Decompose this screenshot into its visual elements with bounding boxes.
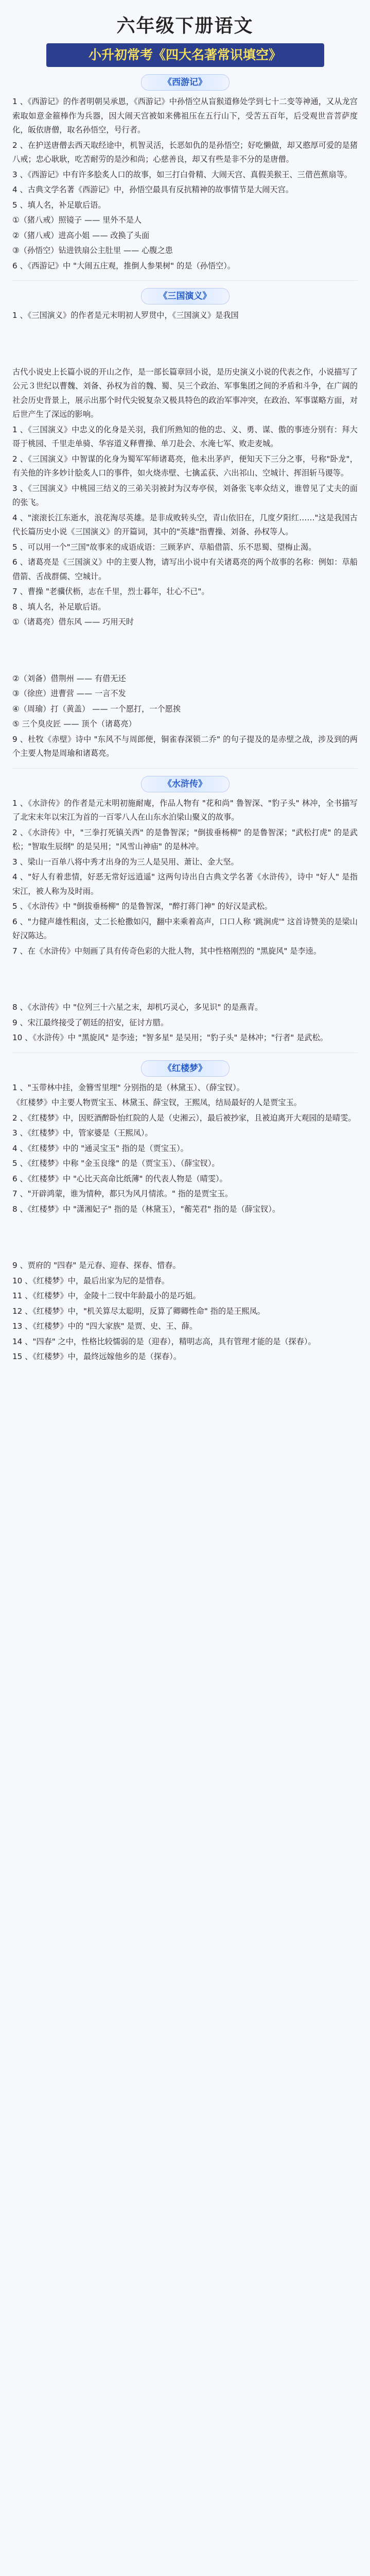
paragraph: 9 、杜牧《赤壁》诗中 "东风不与周郎便，铜雀春深锁二乔" 的句子提及的是赤壁之战，涉及到的两个主要人物是周瑜和诸葛亮。 — [12, 734, 358, 758]
paragraph: ①（猪八戒）照镜子 —— 里外不是人 — [12, 215, 142, 225]
paragraph: 6 、"力健声雄性粗卤，丈二长枪撒如闪，翻中来乘着高声，口口人称 '跳涧虎'" 这首诗赞美的是梁山好汉陈达。 — [12, 917, 358, 940]
paragraph: 12 、《红楼梦》中，"机关算尽太聪明，反算了卿卿性命" 指的是王熙凤。 — [12, 1306, 265, 1316]
paragraph: ⑤ 三个臭皮匠 —— 顶个（诸葛亮） — [12, 719, 136, 728]
paragraph: 10 、《红楼梦》中，最后出家为尼的是惜春。 — [12, 1276, 170, 1285]
paragraph: 5 、填人名，补足歇后语。 — [12, 200, 106, 210]
paragraph: 古代小说史上长篇小说的开山之作，是一部长篇章回小说，是历史演义小说的代表之作，小说描写了公元３世纪以曹魏、刘备、孙权为首的魏、蜀、吴三个政治、军事集团之间的矛盾和斗争，在广阔的社会历史背景上，展示出那个时代尖锐复杂又极具特色的政治军事冲突，在政治、军事谋略方面，对后世产生了深远的影响。 — [12, 367, 358, 419]
section-sanguo — [12, 288, 358, 761]
paragraph: 3 、《西游记》中有许多脍炙人口的故事，如三打白骨精、大闹天宫、真假美猴王、三借芭蕉扇等。 — [12, 170, 352, 179]
paragraph: 7 、在《水浒传》中刻画了具有传奇色彩的大批人物，其中性格刚烈的 "黑旋风" 是李逵。 — [12, 946, 322, 956]
paragraph: 3 、《三国演义》中桃园三结义的三弟关羽被封为汉寿亭侯，刘备张飞率众结义，谁曾见了丈夫的面的张飞。 — [12, 483, 358, 507]
section-hongloumeng — [12, 1060, 358, 1364]
section-shuihu — [12, 776, 358, 1045]
divider — [12, 280, 358, 281]
paragraph: ①（诸葛亮）借东风 —— 巧用天时 — [12, 617, 134, 626]
section-title-pill: 《三国演义》 — [141, 288, 230, 304]
paragraph: 6 、诸葛亮是《三国演义》中的主要人物，请写出小说中有关诸葛亮的两个故事的名称：例如：草船借箭、舌战群儒、空城计。 — [12, 557, 358, 581]
paragraph: ③（徐庶）进曹营 —— 一言不发 — [12, 689, 126, 698]
paragraph: 7 、曹操 "老骥伏枥，志在千里，烈士暮年，壮心不已"。 — [12, 587, 209, 596]
paragraph: 2 、在护送唐僧去西天取经途中，机智灵活，长恶如仇的是孙悟空；好吃懒做，却又憨厚可爱的是猪八戒；忠心耿耿，吃苦耐劳的是沙和尚；心慈善良，却又有些是非不分的是唐僧。 — [12, 140, 358, 164]
paragraph: 7 、"开辟鸿蒙，谁为情种，都只为风月情浓。" 指的是贾宝玉。 — [12, 1189, 233, 1198]
paragraph: 8 、填人名，补足歇后语。 — [12, 602, 106, 612]
paragraph: ③（孙悟空）钻进铁扇公主肚里 —— 心腹之患 — [12, 246, 173, 255]
paragraph: 1 、"玉带林中挂，金簪雪里埋" 分别指的是（林黛玉）、（薛宝钗）。 — [12, 1082, 244, 1092]
section-title-pill: 《红楼梦》 — [141, 1060, 230, 1077]
paragraph: ②（刘备）借荆州 —— 有借无还 — [12, 673, 126, 683]
paragraph: 1 、《水浒传》的作者是元末明初施耐庵，作品人物有 "花和尚" 鲁智深、"豹子头" 林冲，全书描写了北宋末年以宋江为首的一百零八人在山东水泊梁山聚义的故事。 — [12, 798, 358, 822]
paragraph: 4 、《红楼梦》中的 "通灵宝玉" 指的是（贾宝玉）。 — [12, 1143, 188, 1153]
paragraph: 6 、《红楼梦》中 "心比天高命比纸薄" 的代表人物是（晴雯）。 — [12, 1174, 227, 1183]
paragraph: 4 、"滚滚长江东逝水，浪花淘尽英雄。是非成败转头空，青山依旧在，几度夕阳红……"这是我国古代长篇历史小说《三国演义》的开篇词，其中的"英雄"指曹操、刘备、孙权等人。 — [12, 513, 358, 536]
paragraph: 15 、《红楼梦》中，最终远嫁他乡的是（探春）。 — [12, 1352, 181, 1361]
paragraph: 6 、《西游记》中 "大闹五庄观，推倒人参果树" 的是（孙悟空）。 — [12, 261, 235, 270]
paragraph: 2 、《红楼梦》中，因贬酒醉卧怡红院的人是（史湘云），最后被抄家，且被迫离开大观园的是晴雯。 — [12, 1113, 356, 1123]
paragraph: 1 、《三国演义》中忠义的化身是关羽，我们所熟知的他的忠、义、勇、谋、傲的事迹分别有：拜大哥于桃园、千里走单骑、华容道义释曹操、单刀赴会、水淹七军、败走麦城。 — [12, 425, 358, 448]
paragraph: 3 、《红楼梦》中，管家婆是（王熙凤）。 — [12, 1128, 153, 1138]
paragraph: 5 、《红楼梦》中称 "金玉良缘" 的是（贾宝玉）、（薛宝钗）。 — [12, 1159, 220, 1168]
paragraph: 4 、"好人有着悲情，好恶无常好远逍遥" 这两句诗出自古典文学名著《水浒传》，诗中 "好人" 是指宋江，被人称为及时雨。 — [12, 872, 358, 896]
paragraph: 1 、《西游记》的作者明朝吴承恩，《西游记》中孙悟空从盲猴道修处学到七十二变等神通，又从龙宫索取如意金箍棒作为兵器，因大闹天宫被如来佛祖压在五行山下，受苦五百年，后受观世音菩萨度化，皈依唐僧，取名孙悟空，号行者。 — [12, 97, 358, 134]
paragraph: 14 、"四春" 之中，性格比较懦弱的是（迎春），精明志高，具有管理才能的是（探春）。 — [12, 1336, 316, 1346]
section-title-pill: 《水浒传》 — [141, 776, 230, 792]
paragraph: 4 、古典文学名著《西游记》中，孙悟空最具有反抗精神的故事情节是大闹天宫。 — [12, 185, 294, 194]
paragraph: 5 、《水浒传》中 "倒拔垂杨柳" 的是鲁智深，"醉打蒋门神" 的好汉是武松。 — [12, 902, 272, 911]
paragraph: 1 、《三国演义》的作者是元末明初人罗贯中，《三国演义》是我国 — [12, 311, 239, 320]
paragraph: 9 、贾府的 "四春" 是元春、迎春、探春、惜春。 — [12, 1261, 181, 1270]
divider — [12, 768, 358, 769]
paragraph: 8 、《水浒传》中 "位列三十六星之末，却机巧灵心，多见识" 的是燕青。 — [12, 1003, 263, 1012]
paragraph: 2 、《三国演义》中智谋的化身为蜀军军师诸葛亮，他未出茅庐，便知天下三分之事，号称"卧龙"，有关他的许多妙计脍炙人口的事件，如火烧赤壁、七擒孟获、六出祁山、空城计、挥泪斩马谡等。 — [12, 454, 358, 478]
paragraph: 2 、《水浒传》中，"三拳打死镇关西" 的是鲁智深；"倒拔垂杨柳" 的是鲁智深；"武松打虎" 的是武松；"智取生辰纲" 的是吴用；"风雪山神庙" 的是林冲。 — [12, 827, 358, 851]
paragraph: ②（猪八戒）进高小姐 —— 改换了头面 — [12, 230, 150, 240]
subtitle-banner: 小升初常考《四大名著常识填空》 — [46, 43, 324, 67]
paragraph: 8 、《红楼梦》中 "潇湘妃子" 指的是（林黛玉），"蘅芜君" 指的是（薛宝钗）。 — [12, 1204, 280, 1214]
paragraph: ④（周瑜）打（黄盖） —— 一个愿打，一个愿挨 — [12, 704, 181, 714]
section-xiyouji — [12, 74, 358, 273]
paragraph: 13 、《红楼梦》中的 "四大家族" 是贾、史、王、薛。 — [12, 1321, 198, 1331]
paragraph: 3 、梁山一百单八将中秀才出身的为三人是吴用、萧让、金大坚。 — [12, 857, 239, 867]
paragraph: 11 、《红楼梦》中，金陵十二钗中年龄最小的是巧姐。 — [12, 1291, 201, 1300]
section-title-pill: 《西游记》 — [141, 74, 230, 91]
paragraph: 5 、可以用一个"三国"故事来的成语成语：三顾茅庐、草船借箭、乐不思蜀、望梅止渴。 — [12, 542, 316, 552]
paragraph: 10 、《水浒传》中 "黑旋风" 是李逵；"智多星" 是吴用；"豹子头" 是林冲；"行者" 是武松。 — [12, 1033, 328, 1042]
paragraph: 9 、宋江最终接受了朝廷的招安，征讨方腊。 — [12, 1018, 169, 1027]
paragraph: 《红楼梦》中主要人物贾宝玉、林黛玉、薛宝钗，王熙凤，结局最好的人是贾宝玉。 — [12, 1098, 302, 1107]
page-title: 六年级下册语文 — [116, 15, 254, 37]
